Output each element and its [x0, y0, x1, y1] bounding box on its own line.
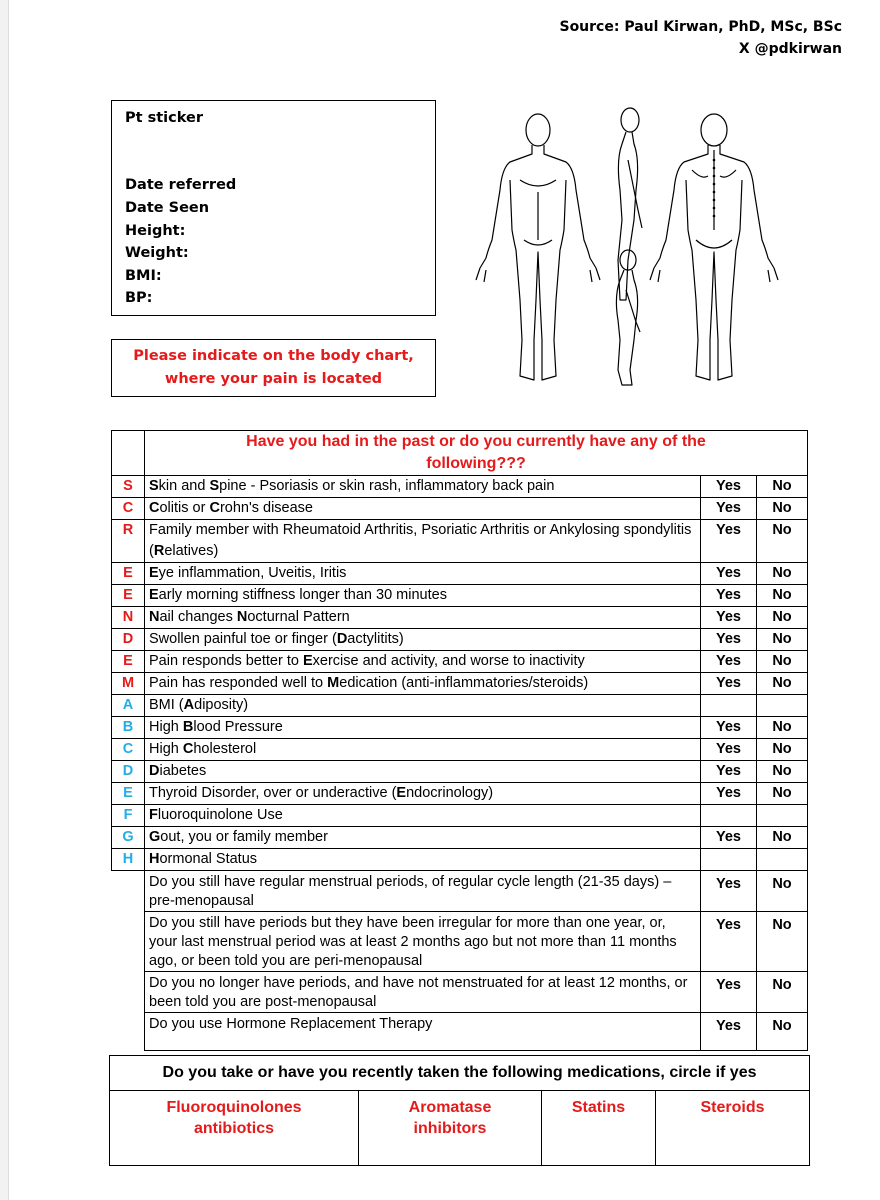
question-text: actylitits)	[347, 631, 404, 647]
no-option[interactable]: No	[757, 520, 808, 563]
yes-option[interactable]: Yes	[701, 585, 757, 607]
body-side-figure-bottom	[616, 250, 640, 385]
screening-question	[145, 695, 701, 717]
field-bmi: BMI:	[125, 268, 162, 284]
no-option[interactable]: No	[757, 585, 808, 607]
mnemonic-letter: G	[112, 827, 145, 849]
screening-question	[145, 476, 701, 498]
screening-question	[145, 717, 701, 739]
yes-option[interactable]	[701, 805, 757, 827]
no-option[interactable]	[757, 805, 808, 827]
medication-statins[interactable]: Statins	[542, 1091, 656, 1166]
question-key-letter: C	[209, 500, 220, 516]
no-option[interactable]	[757, 695, 808, 717]
no-option[interactable]: No	[757, 629, 808, 651]
question-text: rohn's disease	[219, 500, 313, 516]
hormonal-status-row	[112, 1013, 808, 1051]
field-date-seen: Date Seen	[125, 200, 210, 216]
question-text: High	[149, 719, 183, 735]
question-text: lood Pressure	[193, 719, 283, 735]
question-text: olitis or	[159, 500, 210, 516]
screening-question	[145, 739, 701, 761]
screening-row	[112, 717, 808, 739]
body-chart-diagram[interactable]	[450, 100, 800, 390]
mnemonic-letter: H	[112, 849, 145, 871]
question-text: Pain has responded well to	[149, 675, 328, 691]
screening-row	[112, 783, 808, 805]
question-text: ormonal Status	[159, 851, 258, 867]
question-text: iabetes	[159, 763, 207, 779]
yes-option[interactable]: Yes	[701, 717, 757, 739]
screening-title	[145, 431, 808, 476]
no-option[interactable]: No	[757, 827, 808, 849]
yes-option[interactable]: Yes	[701, 972, 757, 1013]
question-text: BMI (	[149, 697, 184, 713]
yes-option[interactable]	[701, 695, 757, 717]
medications-table	[109, 1055, 810, 1166]
mnemonic-letter: F	[112, 805, 145, 827]
question-key-letter: G	[149, 829, 161, 845]
question-text: ail changes	[159, 609, 237, 625]
no-option[interactable]: No	[757, 972, 808, 1013]
mnemonic-letter: S	[112, 476, 145, 498]
screening-row	[112, 476, 808, 498]
medications-heading: Do you take or have you recently taken the following medications, circle if yes	[110, 1056, 810, 1091]
question-text: octurnal Pattern	[247, 609, 350, 625]
question-text: Swollen painful toe or finger (	[149, 631, 337, 647]
yes-option[interactable]: Yes	[701, 651, 757, 673]
screening-question	[145, 585, 701, 607]
question-text: elatives)	[164, 543, 219, 559]
yes-option[interactable]: Yes	[701, 827, 757, 849]
hormonal-question: Do you use Hormone Replacement Therapy	[145, 1013, 701, 1051]
field-height: Height:	[125, 223, 186, 239]
screening-question	[145, 805, 701, 827]
mnemonic-letter: D	[112, 629, 145, 651]
mnemonic-letter: M	[112, 673, 145, 695]
yes-option[interactable]: Yes	[701, 912, 757, 972]
hormonal-question: Do you no longer have periods, and have not menstruated for at least 12 months, or been told you are post-menopausal	[145, 972, 701, 1013]
question-text: arly morning stiffness longer than 30 minutes	[158, 587, 447, 603]
hormonal-question: Do you still have regular menstrual periods, of regular cycle length (21-35 days) – pre-menopausal	[145, 871, 701, 912]
medication-aromatase-inhibitors[interactable]: Aromatase inhibitors	[359, 1091, 542, 1166]
question-key-letter: E	[149, 587, 159, 603]
no-option[interactable]: No	[757, 607, 808, 629]
question-text: edication (anti-inflammatories/steroids)	[339, 675, 589, 691]
yes-option[interactable]: Yes	[701, 607, 757, 629]
no-option[interactable]: No	[757, 871, 808, 912]
yes-option[interactable]: Yes	[701, 871, 757, 912]
yes-option[interactable]: Yes	[701, 476, 757, 498]
question-text: Thyroid Disorder, over or underactive (	[149, 785, 397, 801]
screening-row	[112, 520, 808, 563]
page-left-edge	[0, 0, 9, 1200]
medication-steroids[interactable]: Steroids	[656, 1091, 810, 1166]
no-option[interactable]: No	[757, 498, 808, 520]
screening-question	[145, 629, 701, 651]
screening-row	[112, 673, 808, 695]
mnemonic-letter: A	[112, 695, 145, 717]
question-text: luoroquinolone Use	[157, 807, 283, 823]
screening-question	[145, 520, 701, 563]
body-front-figure	[476, 114, 600, 380]
screening-row	[112, 629, 808, 651]
screening-question	[145, 827, 701, 849]
body-back-figure	[650, 114, 778, 380]
question-text: Pain responds better to	[149, 653, 303, 669]
screening-row	[112, 695, 808, 717]
no-option[interactable]: No	[757, 673, 808, 695]
screening-row	[112, 563, 808, 585]
no-option[interactable]: No	[757, 912, 808, 972]
mnemonic-letter: C	[112, 498, 145, 520]
yes-option[interactable]: Yes	[701, 761, 757, 783]
patient-details-box	[111, 100, 436, 316]
mnemonic-letter: C	[112, 739, 145, 761]
no-option[interactable]: No	[757, 783, 808, 805]
question-text: ndocrinology)	[406, 785, 494, 801]
no-option[interactable]: No	[757, 563, 808, 585]
source-author: Source: Paul Kirwan, PhD, MSc, BSc	[559, 19, 842, 35]
yes-option[interactable]	[701, 849, 757, 871]
yes-option[interactable]: Yes	[701, 739, 757, 761]
screening-row	[112, 761, 808, 783]
question-key-letter: H	[149, 851, 160, 867]
yes-option[interactable]: Yes	[701, 783, 757, 805]
yes-option[interactable]: Yes	[701, 1013, 757, 1051]
screening-question	[145, 761, 701, 783]
yes-option[interactable]: Yes	[701, 498, 757, 520]
question-key-letter: F	[149, 807, 158, 823]
question-text: ye inflammation, Uveitis, Iritis	[158, 565, 347, 581]
question-key-letter: A	[183, 697, 195, 713]
mnemonic-letter: R	[112, 520, 145, 563]
screening-row	[112, 805, 808, 827]
no-option[interactable]: No	[757, 739, 808, 761]
mnemonic-letter: E	[112, 651, 145, 673]
no-option[interactable]	[757, 849, 808, 871]
screening-row	[112, 585, 808, 607]
question-text: xercise and activity, and worse to inactivity	[312, 653, 585, 669]
source-handle: X @pdkirwan	[738, 41, 842, 57]
no-option[interactable]: No	[757, 476, 808, 498]
screening-question	[145, 783, 701, 805]
hormonal-indent	[112, 871, 145, 912]
screening-question	[145, 607, 701, 629]
hormonal-status-row	[112, 871, 808, 912]
screening-row	[112, 651, 808, 673]
no-option[interactable]: No	[757, 651, 808, 673]
question-key-letter: C	[149, 500, 160, 516]
screening-question	[145, 498, 701, 520]
screening-row	[112, 827, 808, 849]
no-option[interactable]: No	[757, 1013, 808, 1051]
question-key-letter: E	[302, 653, 313, 669]
question-key-letter: C	[182, 741, 194, 757]
yes-option[interactable]: Yes	[701, 673, 757, 695]
mnemonic-letter: E	[112, 585, 145, 607]
screening-question	[145, 849, 701, 871]
question-key-letter: E	[149, 565, 159, 581]
question-key-letter: E	[396, 785, 407, 801]
no-option[interactable]: No	[757, 761, 808, 783]
pain-instruction-box	[111, 339, 436, 397]
question-key-letter: M	[327, 675, 340, 691]
mnemonic-letter: N	[112, 607, 145, 629]
mnemonic-letter: E	[112, 563, 145, 585]
hormonal-status-row	[112, 972, 808, 1013]
yes-option[interactable]: Yes	[701, 563, 757, 585]
mnemonic-letter: D	[112, 761, 145, 783]
screening-header-blank	[112, 431, 145, 476]
screening-title-line1: Have you had in the past or do you currently have any of the	[246, 433, 706, 450]
question-key-letter: S	[209, 478, 220, 494]
screening-table	[111, 430, 808, 1051]
field-date-referred: Date referred	[125, 177, 237, 193]
yes-option[interactable]: Yes	[701, 520, 757, 563]
hormonal-indent	[112, 912, 145, 972]
screening-title-line2: following???	[426, 455, 526, 472]
screening-row	[112, 739, 808, 761]
hormonal-indent	[112, 972, 145, 1013]
screening-question	[145, 673, 701, 695]
question-text: Family member with Rheumatoid Arthritis, Psoriatic Arthritis or Ankylosing spondylitis (	[149, 522, 692, 559]
hormonal-status-row	[112, 912, 808, 972]
pain-instruction-line2: where your pain is located	[164, 371, 383, 387]
mnemonic-letter: B	[112, 717, 145, 739]
mnemonic-letter: E	[112, 783, 145, 805]
screening-row	[112, 498, 808, 520]
screening-question	[145, 563, 701, 585]
question-text: High	[149, 741, 183, 757]
source-credit	[559, 16, 842, 60]
question-key-letter: N	[149, 609, 160, 625]
hormonal-question: Do you still have periods but they have been irregular for more than one year, or, your last menstrual period was at least 2 months ago but not more than 11 months ago, or been told you are peri-menopausal	[145, 912, 701, 972]
screening-question	[145, 651, 701, 673]
body-side-figure-top	[618, 108, 642, 300]
screening-row	[112, 607, 808, 629]
patient-sticker-label: Pt sticker	[125, 110, 203, 126]
question-key-letter: N	[236, 609, 248, 625]
question-text: diposity)	[194, 697, 249, 713]
question-key-letter: D	[149, 763, 160, 779]
question-text: out, you or family member	[160, 829, 328, 845]
question-text: pine - Psoriasis or skin rash, inflammatory back pain	[219, 478, 555, 494]
pain-instruction-line1: Please indicate on the body chart,	[133, 348, 414, 364]
question-text: holesterol	[193, 741, 257, 757]
hormonal-indent	[112, 1013, 145, 1051]
yes-option[interactable]: Yes	[701, 629, 757, 651]
question-key-letter: S	[149, 478, 159, 494]
question-key-letter: B	[182, 719, 194, 735]
question-key-letter: R	[153, 543, 165, 559]
screening-row	[112, 849, 808, 871]
question-text: kin and	[158, 478, 210, 494]
field-weight: Weight:	[125, 245, 189, 261]
question-key-letter: D	[336, 631, 348, 647]
medication-fluoroquinolones[interactable]: Fluoroquinolones antibiotics	[110, 1091, 359, 1166]
no-option[interactable]: No	[757, 717, 808, 739]
field-bp: BP:	[125, 290, 153, 306]
